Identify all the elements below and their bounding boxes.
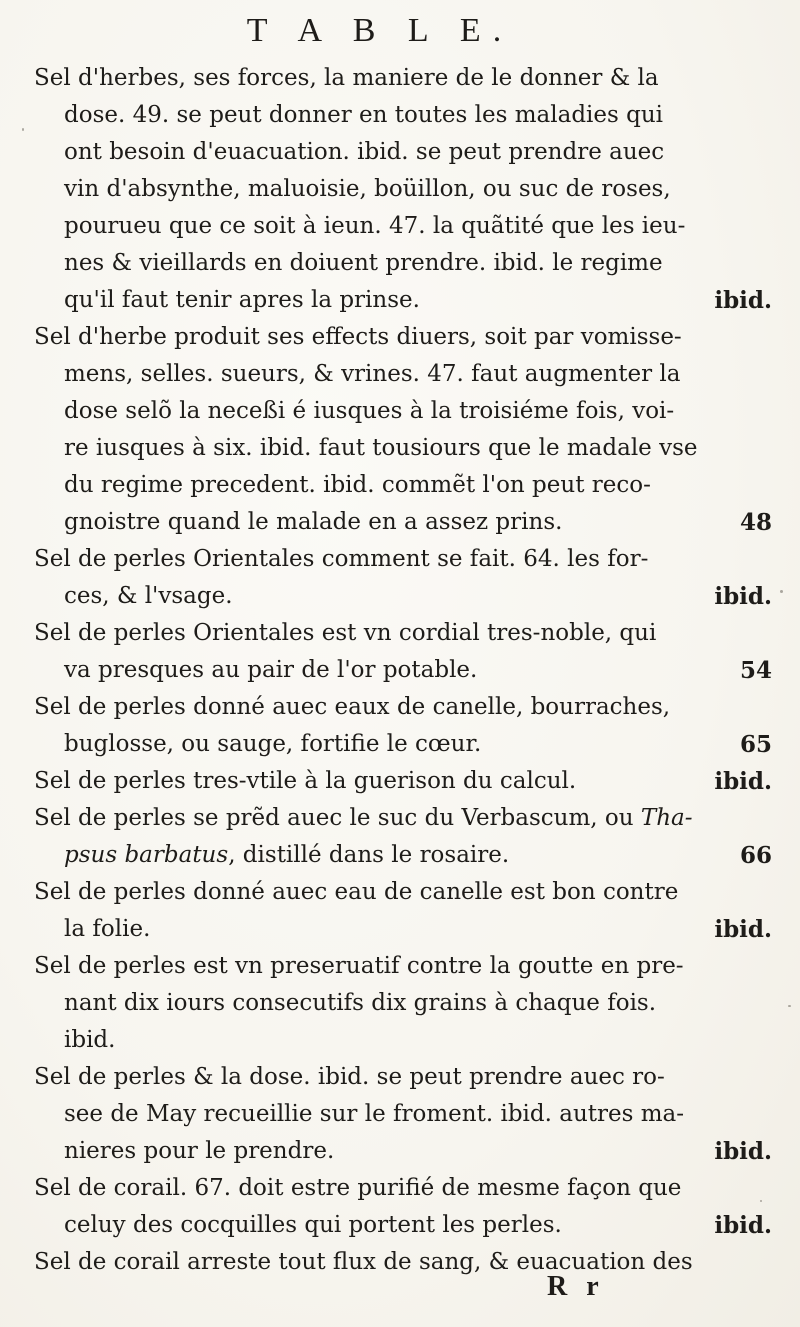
entry-continuation-line [34, 171, 772, 208]
entry-line [34, 319, 772, 356]
page-reference: 48 [739, 509, 772, 536]
entry-text [64, 837, 509, 874]
entry-text [64, 652, 477, 689]
entry-text-segment: Sel d'herbe produit ses effects diuers, soit par vomisse- [34, 324, 682, 350]
entry-text [64, 245, 663, 282]
entry-line [34, 615, 772, 652]
entry-text [34, 541, 648, 578]
entry-text [64, 726, 481, 763]
paper-speck [760, 1200, 762, 1202]
entry-text [64, 467, 651, 504]
entry-text-segment: Sel de corail arreste tout flux de sang, & euacuation des [34, 1249, 693, 1275]
entry-continuation-line [34, 911, 772, 948]
entry-text [34, 874, 678, 911]
page-reference: ibid. [714, 768, 772, 795]
entry-continuation-line [34, 985, 772, 1022]
entry-text [64, 911, 150, 948]
entry-line [34, 874, 772, 911]
entry-text-segment: gnoistre quand le malade en a assez prins. [64, 509, 563, 535]
entry-text [64, 578, 233, 615]
entry-italic-term: psus barbatus [64, 842, 229, 868]
entry-line [34, 689, 772, 726]
page-reference: ibid. [714, 583, 772, 610]
index-entries [34, 60, 772, 1281]
entry-line [34, 60, 772, 97]
entry-continuation-line [34, 245, 772, 282]
entry-text-segment: dose selõ la neceßi é iusques à la troisiéme fois, voi- [64, 398, 675, 424]
page-reference: ibid. [714, 287, 772, 314]
entry-text [34, 689, 670, 726]
entry-text-segment: nieres pour le prendre. [64, 1138, 335, 1164]
entry-italic-term: Tha- [640, 805, 693, 831]
entry-text [64, 1133, 334, 1170]
entry-text-segment: re iusques à six. ibid. faut tousiours que le madale vse [64, 435, 698, 461]
entry-text-segment: Sel de perles Orientales comment se fait. 64. les for- [34, 546, 649, 572]
entry-text-segment: Sel de perles se prẽd auec le suc du Verbascum, ou [34, 805, 641, 831]
entry-text-segment: buglosse, ou sauge, fortifie le cœur. [64, 731, 482, 757]
entry-text-segment: pourueu que ce soit à ieun. 47. la quãtité que les ieu- [64, 213, 686, 239]
entry-text-segment: nes & vieillards en doiuent prendre. ibid. le regime [64, 250, 663, 276]
entry-text [64, 393, 674, 430]
entry-continuation-line [34, 1133, 772, 1170]
entry-text-segment: Sel de perles donné auec eau de canelle est bon contre [34, 879, 679, 905]
page-footer [0, 1271, 800, 1311]
entry-continuation-line [34, 1022, 772, 1059]
signature-mark: R r [547, 1271, 605, 1302]
entry-text [64, 504, 562, 541]
paper-speck [780, 590, 783, 593]
entry-text-segment: dose. 49. se peut donner en toutes les maladies qui [64, 102, 664, 128]
entry-text [34, 1059, 665, 1096]
page-reference: 66 [739, 842, 772, 869]
entry-continuation-line [34, 467, 772, 504]
entry-continuation-line [34, 837, 772, 874]
page-reference: 65 [739, 731, 772, 758]
entry-continuation-line [34, 1096, 772, 1133]
page-reference: ibid. [714, 1138, 772, 1165]
entry-line [34, 1170, 772, 1207]
entry-continuation-line [34, 504, 772, 541]
entry-continuation-line [34, 430, 772, 467]
entry-text [34, 763, 576, 800]
entry-text [34, 319, 682, 356]
entry-text-segment: Sel de perles tres-vtile à la guerison du calcul. [34, 768, 577, 794]
entry-text [34, 800, 693, 837]
entry-text-segment: va presques au pair de l'or potable. [64, 657, 478, 683]
entry-continuation-line [34, 356, 772, 393]
entry-line [34, 800, 772, 837]
page-reference: 54 [739, 657, 772, 684]
entry-text-segment: ibid. [64, 1027, 116, 1053]
entry-continuation-line [34, 652, 772, 689]
entry-text [64, 1207, 562, 1244]
entry-text-segment: , distillé dans le rosaire. [228, 842, 510, 868]
entry-text-segment: Sel de corail. 67. doit estre purifié de mesme façon que [34, 1175, 682, 1201]
page-header: T A B L E. [246, 12, 514, 49]
entry-text [34, 1170, 681, 1207]
entry-line [34, 763, 772, 800]
entry-text [34, 615, 656, 652]
entry-text-segment: ces, & l'vsage. [64, 583, 233, 609]
entry-text-segment: Sel de perles est vn preseruatif contre la goutte en pre- [34, 953, 684, 979]
entry-continuation-line [34, 97, 772, 134]
page-reference: ibid. [714, 1212, 772, 1239]
entry-continuation-line [34, 208, 772, 245]
entry-text-segment: Sel de perles & la dose. ibid. se peut prendre auec ro- [34, 1064, 665, 1090]
entry-text [64, 1096, 684, 1133]
entry-continuation-line [34, 282, 772, 319]
entry-text-segment: nant dix iours consecutifs dix grains à chaque fois. [64, 990, 657, 1016]
entry-continuation-line [34, 393, 772, 430]
entry-text [64, 985, 656, 1022]
entry-continuation-line [34, 726, 772, 763]
entry-text-segment: Sel d'herbes, ses forces, la maniere de le donner & la [34, 65, 659, 91]
entry-text-segment: Sel de perles donné auec eaux de canelle, bourraches, [34, 694, 671, 720]
entry-text-segment: see de May recueillie sur le froment. ibid. autres ma- [64, 1101, 685, 1127]
page-reference: ibid. [714, 916, 772, 943]
entry-text [64, 208, 685, 245]
entry-text-segment: qu'il faut tenir apres la prinse. [64, 287, 420, 313]
entry-text-segment: Sel de perles Orientales est vn cordial tres-noble, qui [34, 620, 657, 646]
entry-continuation-line [34, 1207, 772, 1244]
entry-text-segment: vin d'absynthe, maluoisie, boüillon, ou suc de roses, [64, 176, 671, 202]
entry-continuation-line [34, 134, 772, 171]
entry-text-segment: ont besoin d'euacuation. ibid. se peut prendre auec [64, 139, 665, 165]
entry-text [64, 1022, 115, 1059]
entry-line [34, 541, 772, 578]
entry-text [64, 356, 680, 393]
entry-text [34, 60, 659, 97]
paper-speck [788, 1005, 791, 1007]
entry-text-segment: du regime precedent. ibid. commẽt l'on peut reco- [64, 472, 651, 498]
paper-speck [22, 128, 24, 131]
entry-continuation-line [34, 578, 772, 615]
entry-text [64, 282, 420, 319]
entry-text [64, 171, 671, 208]
entry-line [34, 948, 772, 985]
entry-text [34, 948, 684, 985]
entry-text-segment: celuy des cocquilles qui portent les perles. [64, 1212, 562, 1238]
entry-text [64, 430, 698, 467]
entry-text [64, 97, 663, 134]
entry-line [34, 1059, 772, 1096]
entry-text-segment: la folie. [64, 916, 151, 942]
entry-text-segment: mens, selles. sueurs, & vrines. 47. faut augmenter la [64, 361, 681, 387]
entry-text [64, 134, 664, 171]
